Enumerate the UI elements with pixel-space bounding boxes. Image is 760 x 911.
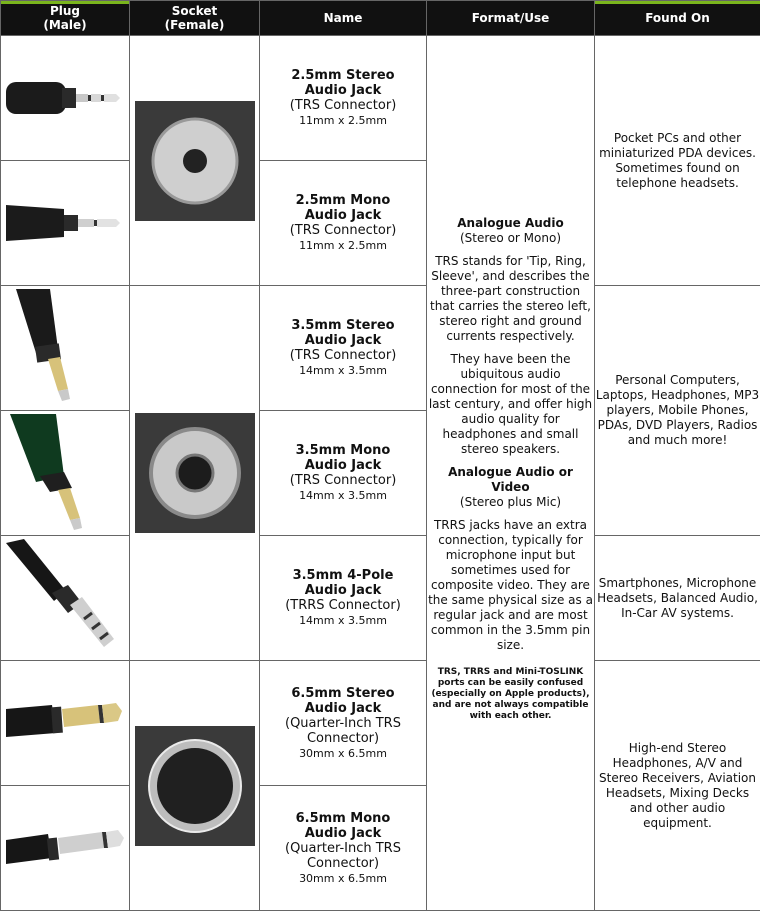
plug-65-mono-icon [6, 818, 124, 878]
socket-image-cell [130, 286, 260, 661]
plug-25-stereo-icon [6, 68, 124, 128]
jack-title-2: Audio Jack [304, 825, 382, 841]
format-analogue-sub: (Stereo or Mono) [459, 231, 561, 245]
socket-65-icon [135, 726, 255, 846]
jack-connector: (TRS Connector) [289, 223, 397, 238]
jack-dimensions: 30mm x 6.5mm [299, 746, 387, 760]
jack-title-2: Audio Jack [304, 700, 382, 716]
format-analogue-title: Analogue Audio [457, 216, 564, 230]
name-cell [260, 161, 427, 286]
jack-connector: (Quarter-Inch TRS Connector) [285, 715, 401, 746]
format-use-cell [427, 36, 595, 911]
header-plug [1, 1, 130, 36]
header-row [1, 1, 760, 36]
jack-title: 6.5mm Stereo [291, 685, 395, 701]
jack-title-2: Audio Jack [304, 208, 382, 223]
table-row [1, 536, 760, 661]
jack-title-2: Audio Jack [304, 333, 382, 348]
plug-35-4pole-icon [6, 539, 124, 657]
jack-connector: (TRS Connector) [289, 348, 397, 363]
plug-image-cell [1, 36, 130, 161]
header-found: Found On [595, 1, 760, 36]
format-video-title: Analogue Audio or Video [448, 465, 573, 494]
header-format: Format/Use [427, 1, 595, 36]
jack-dimensions: 14mm x 3.5mm [299, 364, 387, 377]
socket-35-icon [135, 413, 255, 533]
name-cell [260, 786, 427, 911]
jack-title: 6.5mm Mono [295, 810, 391, 826]
header-socket-label: Socket [171, 4, 218, 18]
jack-title-2: Audio Jack [304, 583, 382, 598]
jack-title: 2.5mm Mono [295, 193, 391, 208]
jack-title: 2.5mm Stereo [291, 68, 395, 83]
jack-title: 3.5mm 4-Pole [292, 568, 394, 583]
format-trs-paragraph-1: TRS stands for 'Tip, Ring, Sleeve', and describes the three-part construction that carries the stereo left, stereo right and ground currents respectively. [430, 254, 591, 343]
plug-image-cell [1, 286, 130, 411]
header-socket-sub: (Female) [164, 18, 225, 32]
jack-dimensions: 14mm x 3.5mm [299, 614, 387, 627]
plug-image-cell [1, 661, 130, 786]
jack-connector: (TRS Connector) [289, 98, 397, 113]
name-cell [260, 411, 427, 536]
format-note: TRS, TRRS and Mini-TOSLINK ports can be easily confused (especially on Apple products), and are not always compatible with each other. [431, 667, 590, 721]
name-cell [260, 36, 427, 161]
header-name: Name [260, 1, 427, 36]
plug-image-cell [1, 536, 130, 661]
jack-connector: (TRRS Connector) [285, 598, 401, 613]
plug-image-cell [1, 161, 130, 286]
socket-image-cell [130, 661, 260, 911]
jack-dimensions: 14mm x 3.5mm [299, 489, 387, 502]
table-row [1, 36, 760, 161]
header-socket [130, 1, 260, 36]
found-on-cell: Pocket PCs and other miniaturized PDA devices. Sometimes found on telephone headsets. [595, 36, 760, 286]
plug-35-mono-icon [6, 414, 124, 532]
plug-image-cell [1, 411, 130, 536]
format-video-sub: (Stereo plus Mic) [459, 495, 562, 509]
table-row [1, 661, 760, 786]
found-on-cell: High-end Stereo Headphones, A/V and Stereo Receivers, Aviation Headsets, Mixing Decks and other audio equipment. [595, 661, 760, 911]
name-cell [260, 286, 427, 411]
jack-title: 3.5mm Stereo [291, 318, 395, 333]
header-plug-label: Plug [49, 4, 81, 18]
socket-25-icon [135, 101, 255, 221]
jack-dimensions: 11mm x 2.5mm [299, 239, 387, 252]
table-row [1, 286, 760, 411]
header-plug-sub: (Male) [43, 18, 87, 32]
plug-35-stereo-icon [6, 289, 124, 407]
jack-connector: (Quarter-Inch TRS Connector) [285, 840, 401, 871]
jack-title: 3.5mm Mono [295, 443, 391, 458]
jack-dimensions: 30mm x 6.5mm [299, 871, 387, 885]
plug-25-mono-icon [6, 193, 124, 253]
jack-dimensions: 11mm x 2.5mm [299, 114, 387, 127]
socket-image-cell [130, 36, 260, 286]
name-cell [260, 661, 427, 786]
found-on-cell: Personal Computers, Laptops, Headphones, MP3 players, Mobile Phones, PDAs, DVD Players, Radios and much more! [595, 286, 760, 536]
jack-title-2: Audio Jack [304, 458, 382, 473]
format-trrs-paragraph: TRRS jacks have an extra connection, typically for microphone input but sometimes used for composite video. They are the same physical size as a regular jack and are most common in the 3.5mm pin size. [428, 518, 593, 652]
found-on-cell: Smartphones, Microphone Headsets, Balanced Audio, In-Car AV systems. [595, 536, 760, 661]
plug-image-cell [1, 786, 130, 911]
format-trs-paragraph-2: They have been the ubiquitous audio connection for most of the last century, and offer high audio quality for headphones and small stereo speakers. [428, 352, 593, 456]
jack-title-2: Audio Jack [304, 83, 382, 98]
name-cell [260, 536, 427, 661]
jack-connector: (TRS Connector) [289, 473, 397, 488]
plug-65-stereo-icon [6, 693, 124, 753]
